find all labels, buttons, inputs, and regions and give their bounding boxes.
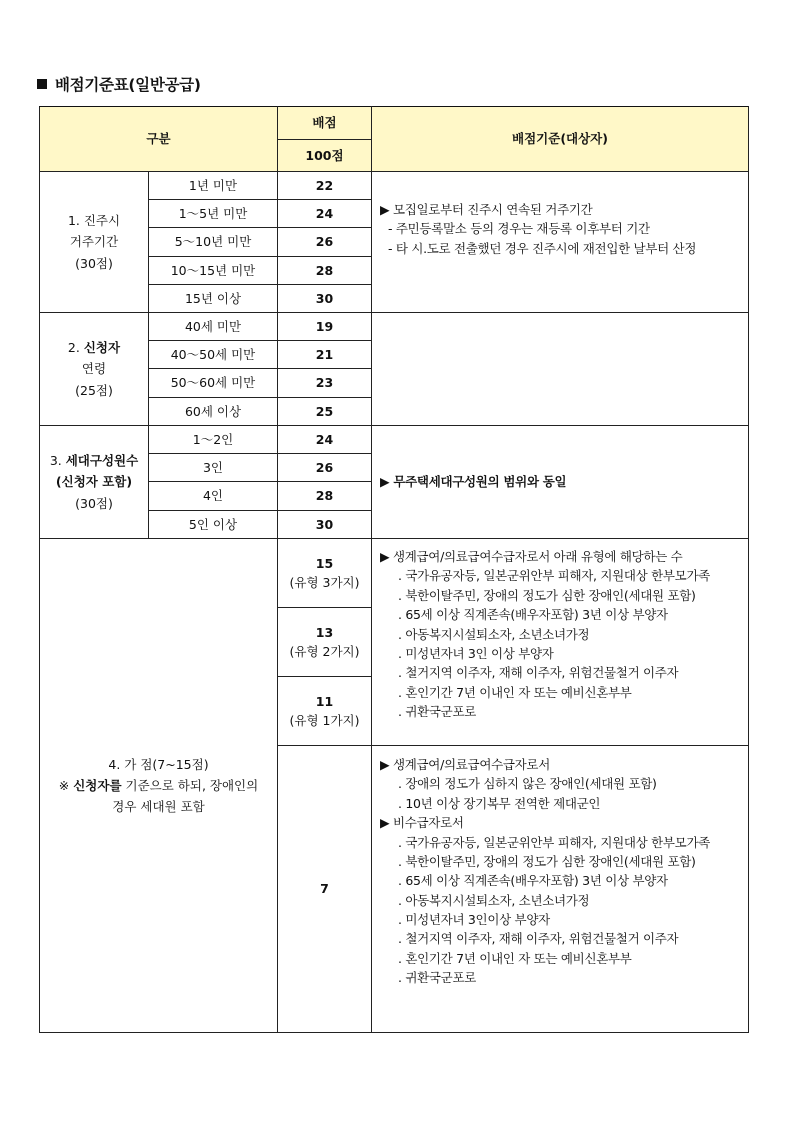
- table-row: [40, 426, 749, 454]
- header-criteria: 배점기준(대상자): [372, 107, 749, 172]
- bonus-score-7: 7: [278, 746, 372, 1033]
- row-score: 24: [278, 200, 372, 228]
- section-1-criteria: ▶ 모집일로부터 진주시 연속된 거주기간 - 주민등록말소 등의 경우는 재등록 이후부터 기간 - 타 시.도로 전출했던 경우 진주시에 재전입한 날부터 산정: [372, 172, 749, 313]
- table-row: [40, 172, 749, 200]
- row-score: 28: [278, 257, 372, 285]
- row-score: 26: [278, 228, 372, 257]
- table-row: [40, 539, 749, 608]
- header-score: 배점: [278, 107, 372, 140]
- section-3-category: 3. 세대구성원수 (신청자 포함) (30점): [40, 426, 149, 539]
- row-score: 28: [278, 482, 372, 511]
- table-row: [40, 313, 749, 341]
- row-score: 26: [278, 454, 372, 482]
- page-title: [37, 73, 201, 95]
- header-row: [40, 107, 749, 140]
- section-4-criteria-a: ▶ 생계급여/의료급여수급자로서 아래 유형에 해당하는 수 . 국가유공자등, 일본군위안부 피해자, 지원대상 한부모가족 . 북한이탈주민, 장애의 정도가 심한 장애인(세대원 포함) . 65세 이상 직계존속(배우자포함) 3년 이상 부양자 . 아동복지시설퇴소자, 소년소녀가정 . 미성년자녀 3인 이상 부양자 . 철거지역 이주자, 재해 이주자, 위험건물철거 이주자 . 혼인기간 7년 이내인 자 또는 예비신혼부부 . 귀환국군포로: [372, 539, 749, 746]
- bonus-score-15: 15 (유형 3가지): [278, 539, 372, 608]
- row-score: 23: [278, 369, 372, 398]
- row-score: 24: [278, 426, 372, 454]
- row-score: 22: [278, 172, 372, 200]
- row-label: 60세 이상: [149, 398, 278, 426]
- row-label: 1～5년 미만: [149, 200, 278, 228]
- score-table: [39, 106, 749, 1033]
- section-2-criteria-empty: [372, 313, 749, 426]
- row-score: 19: [278, 313, 372, 341]
- row-label: 5인 이상: [149, 511, 278, 539]
- bonus-score-11: 11 (유형 1가지): [278, 677, 372, 746]
- section-3-criteria: ▶ 무주택세대구성원의 범위와 동일: [372, 426, 749, 539]
- row-label: 3인: [149, 454, 278, 482]
- row-label: 1년 미만: [149, 172, 278, 200]
- row-score: 30: [278, 285, 372, 313]
- row-score: 30: [278, 511, 372, 539]
- row-score: 21: [278, 341, 372, 369]
- section-2-category: 2. 신청자 연령 (25점): [40, 313, 149, 426]
- row-label: 1～2인: [149, 426, 278, 454]
- section-1-category: 1. 진주시 거주기간 (30점): [40, 172, 149, 313]
- row-score: 25: [278, 398, 372, 426]
- row-label: 4인: [149, 482, 278, 511]
- row-label: 15년 이상: [149, 285, 278, 313]
- row-label: 5～10년 미만: [149, 228, 278, 257]
- bonus-score-13: 13 (유형 2가지): [278, 608, 372, 677]
- title-text: 배점기준표(일반공급): [55, 76, 201, 94]
- section-4-criteria-b: ▶ 생계급여/의료급여수급자로서 . 장애의 정도가 심하지 않은 장애인(세대원 포함) . 10년 이상 장기복무 전역한 제대군인 ▶ 비수급자로서 . 국가유공자등, 일본군위안부 피해자, 지원대상 한부모가족 . 북한이탈주민, 장애의 정도가 심한 장애인(세대원 포함) . 65세 이상 직계존속(배우자포함) 3년 이상 부양자 . 아동복지시설퇴소자, 소년소녀가정 . 미성년자녀 3인이상 부양자 . 철거지역 이주자, 재해 이주자, 위험건물철거 이주자 . 혼인기간 7년 이내인 자 또는 예비신혼부부 . 귀환국군포로: [372, 746, 749, 1033]
- row-label: 40～50세 미만: [149, 341, 278, 369]
- section-4-category: 4. 가 점(7~15점) ※ 신청자를 기준으로 하되, 장애인의 경우 세대원 포함: [40, 539, 278, 1033]
- row-label: 40세 미만: [149, 313, 278, 341]
- row-label: 10～15년 미만: [149, 257, 278, 285]
- row-label: 50～60세 미만: [149, 369, 278, 398]
- square-bullet-icon: [37, 79, 47, 89]
- header-category: 구분: [40, 107, 278, 172]
- header-total: 100점: [278, 140, 372, 172]
